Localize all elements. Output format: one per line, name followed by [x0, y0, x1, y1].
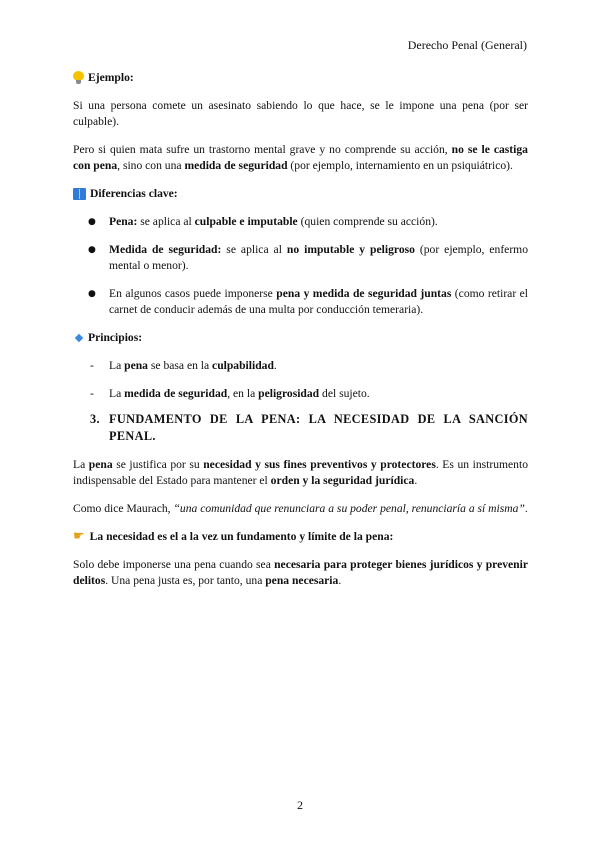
principles-heading-text: Principios:: [88, 331, 143, 344]
example-heading: [73, 70, 528, 86]
page-content: [73, 70, 528, 589]
blue-book-icon: [73, 188, 86, 200]
running-header: Derecho Penal (General): [407, 38, 527, 52]
principles-list: [73, 358, 528, 402]
section-3-paragraph-2: Solo debe imponerse una pena cuando sea necesaria para proteger bienes jurídicos y prevenir delitos. Una pena justa es, por tanto, una pena necesaria.: [73, 558, 528, 587]
list-item: ● En algunos casos puede imponerse pena y medida de seguridad juntas (como retirar el carnet de conducir además de una multa por conducción temeraria).: [73, 286, 528, 318]
lightbulb-icon: [73, 71, 84, 85]
differences-heading: [73, 186, 528, 202]
section-title-text: FUNDAMENTO DE LA PENA: LA NECESIDAD DE LA SANCIÓN PENAL.: [109, 412, 528, 443]
list-item: - La pena se basa en la culpabilidad.: [73, 358, 528, 374]
list-item: ● Pena: se aplica al culpable e imputable (quien comprende su acción).: [73, 214, 528, 230]
pointing-hand-icon: ☛: [73, 529, 85, 544]
section-3-title: [73, 411, 528, 445]
list-item: - La medida de seguridad, en la peligrosidad del sujeto.: [73, 386, 528, 402]
page-number: 2: [297, 798, 303, 812]
section-number: 3.: [90, 412, 100, 426]
example-paragraph-2: Pero si quien mata sufre un trastorno mental grave y no comprende su acción, no se le castiga con pena, sino con una medida de seguridad (por ejemplo, internamiento en un psiquiátrico).: [73, 143, 528, 172]
principles-heading: [73, 330, 528, 346]
maurach-quote: Como dice Maurach, “una comunidad que renunciara a su poder penal, renunciaría a sí misma”.: [73, 502, 528, 515]
example-heading-text: Ejemplo:: [88, 71, 134, 84]
small-blue-diamond-icon: [75, 334, 83, 342]
section-3-paragraph-1: La pena se justifica por su necesidad y sus fines preventivos y protectores. Es un instrumento indispensable del Estado para mantener el orden y la seguridad jurídica.: [73, 458, 528, 487]
necessity-heading-text: La necesidad es el a la vez un fundamento y límite de la pena:: [89, 530, 394, 543]
necessity-heading: [73, 529, 528, 545]
differences-list: [73, 214, 528, 318]
differences-heading-text: Diferencias clave:: [90, 187, 178, 200]
list-item: ● Medida de seguridad: se aplica al no imputable y peligroso (por ejemplo, enfermo mental o menor).: [73, 242, 528, 274]
example-paragraph-1: Si una persona comete un asesinato sabiendo lo que hace, se le impone una pena (por ser culpable).: [73, 99, 528, 128]
